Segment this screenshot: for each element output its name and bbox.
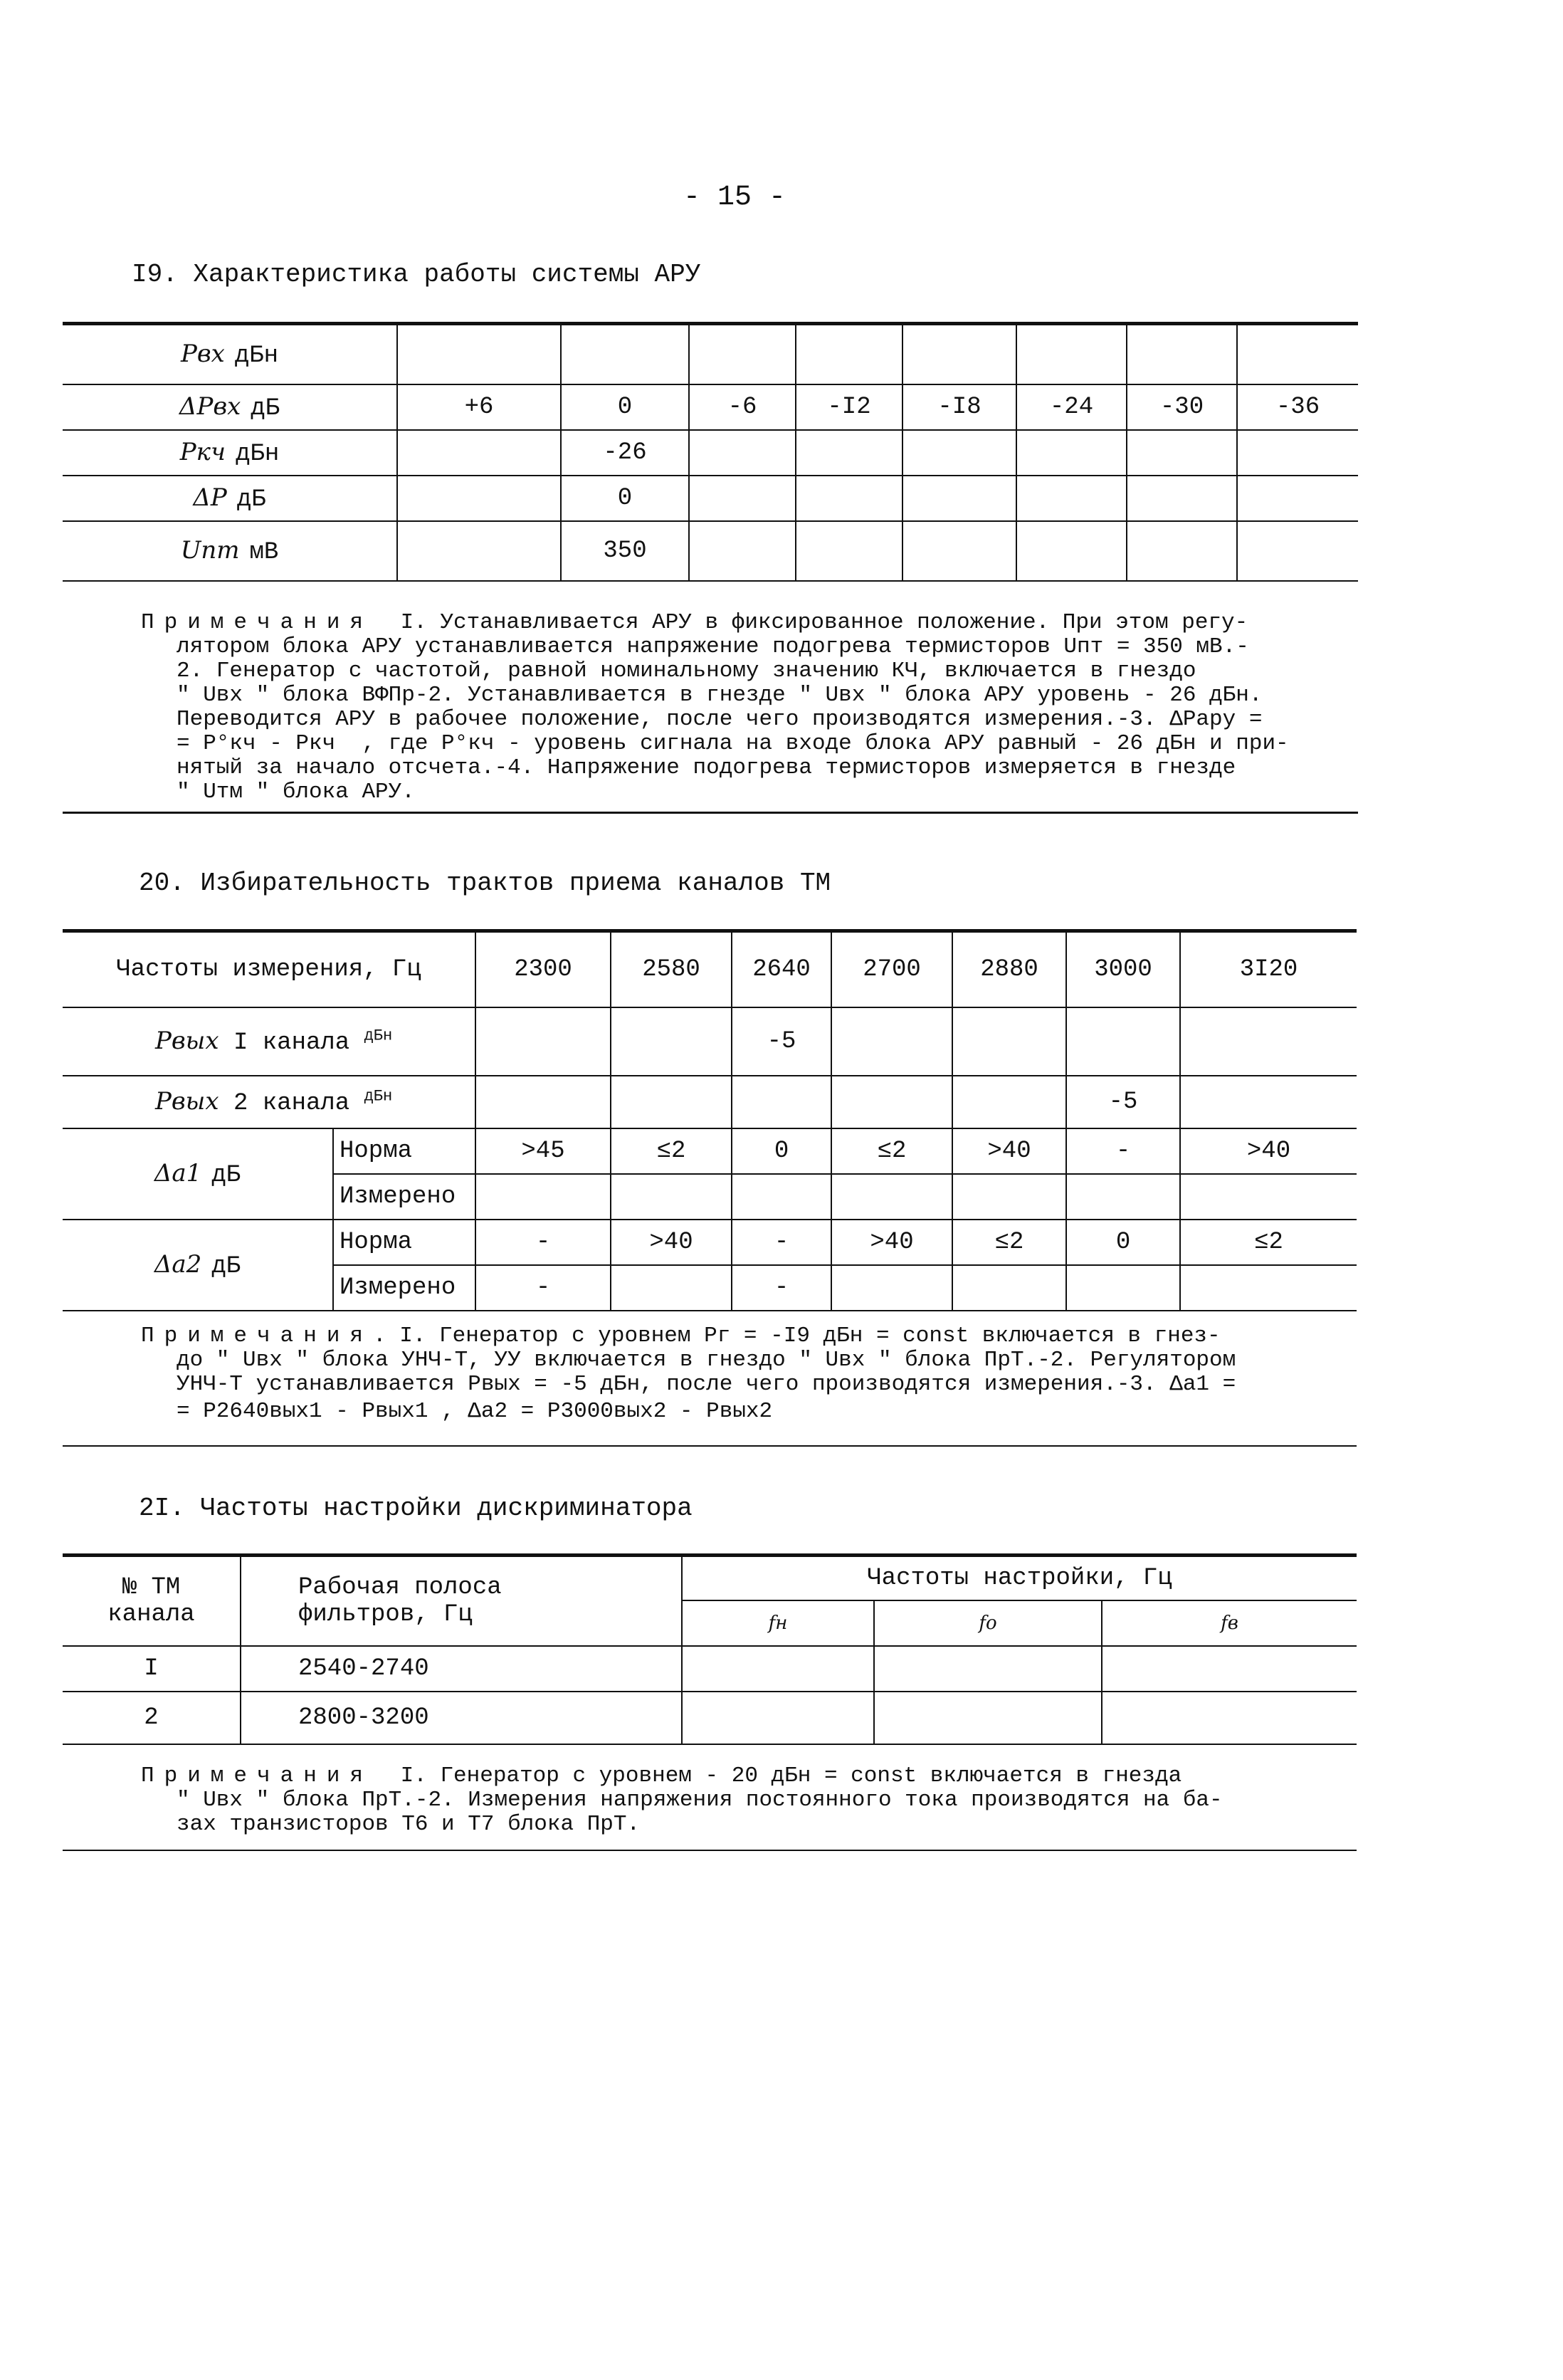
notes-label: Примечания [141, 610, 374, 635]
cell [1127, 430, 1237, 476]
cell: -36 [1237, 384, 1358, 430]
cell [1237, 325, 1358, 384]
cell: - [732, 1220, 831, 1265]
header-fo: fо [874, 1600, 1102, 1646]
note-line: нятый за начало отсчета.-4. Напряжение подогрева термисторов измеряется в гнезде [177, 755, 1236, 780]
header-freq: 3I20 [1180, 932, 1357, 1007]
table-row [63, 384, 1358, 430]
section-21-title: 2I. Частоты настройки дискриминатора [139, 1494, 693, 1523]
notes-label: Примечания [141, 1763, 374, 1788]
cell [1237, 521, 1358, 581]
cell [475, 1007, 611, 1076]
cell: -5 [1066, 1076, 1180, 1128]
table-row [63, 1128, 1357, 1174]
cell: -5 [732, 1007, 831, 1076]
cell-band: 2800-3200 [241, 1692, 682, 1744]
table-21-discriminator [63, 1556, 1357, 1745]
cell-channel: 2 [63, 1692, 241, 1744]
table-row [63, 1007, 1357, 1076]
cell: 0 [1066, 1220, 1180, 1265]
cell: ≤2 [1180, 1220, 1357, 1265]
row-label-delta-pvx: ΔPвх дБ [63, 384, 397, 430]
cell: +6 [397, 384, 561, 430]
row-label-upt: Uпт мВ [63, 521, 397, 581]
cell [1180, 1265, 1357, 1311]
cell: ≤2 [952, 1220, 1066, 1265]
cell [831, 1174, 952, 1220]
notes-21 [141, 1764, 1182, 1788]
cell [1127, 521, 1237, 581]
cell [831, 1265, 952, 1311]
cell: -I2 [796, 384, 902, 430]
cell [796, 521, 902, 581]
cell [952, 1076, 1066, 1128]
cell: -30 [1127, 384, 1237, 430]
note-line: Переводится АРУ в рабочее положение, после чего производятся измерения.-3. ΔPару = [177, 707, 1263, 732]
cell: 0 [561, 384, 689, 430]
cell: >40 [831, 1220, 952, 1265]
cell [689, 476, 796, 521]
cell [732, 1076, 831, 1128]
cell: >40 [611, 1220, 732, 1265]
cell: >40 [952, 1128, 1066, 1174]
header-freq: 2300 [475, 932, 611, 1007]
table-row [63, 1220, 1357, 1265]
cell [1016, 521, 1127, 581]
row-label-delta-a1: Δa1 дБ [63, 1128, 333, 1220]
section-19-bottom-rule [63, 812, 1358, 814]
cell-fo [874, 1692, 1102, 1744]
cell [611, 1265, 732, 1311]
cell: >45 [475, 1128, 611, 1174]
cell [1066, 1265, 1180, 1311]
cell [611, 1007, 732, 1076]
cell: - [732, 1265, 831, 1311]
section-20-title: 20. Избирательность трактов приема каналов ТМ [139, 869, 831, 898]
page-number: - 15 - [683, 182, 786, 214]
row-label-pvyx1: Pвых I канала $^{дБн}$ [63, 1007, 475, 1076]
cell [1180, 1007, 1357, 1076]
cell: 0 [561, 476, 689, 521]
cell: ≤2 [611, 1128, 732, 1174]
cell-channel: I [63, 1646, 241, 1692]
cell: -6 [689, 384, 796, 430]
cell-fo [874, 1646, 1102, 1692]
section-20-bottom-rule [63, 1445, 1357, 1447]
table-header-row [63, 932, 1357, 1007]
cell [796, 430, 902, 476]
cell: - [475, 1220, 611, 1265]
table-row [63, 521, 1358, 581]
cell [1016, 325, 1127, 384]
cell: >40 [1180, 1128, 1357, 1174]
cell [611, 1076, 732, 1128]
row-label-pvyx2: Pвых 2 канала $^{дБн}$ [63, 1076, 475, 1128]
cell: -I8 [902, 384, 1016, 430]
cell [1016, 430, 1127, 476]
note-line: " Uтм " блока АРУ. [177, 780, 415, 804]
table-row [63, 476, 1358, 521]
note-line: УНЧ-Т устанавливается Pвых = -5 дБн, после чего производятся измерения.-3. Δa1 = [177, 1372, 1236, 1397]
cell [561, 325, 689, 384]
cell [1237, 476, 1358, 521]
note-line: " Uвх " блока ПрТ.-2. Измерения напряжения постоянного тока производятся на ба- [177, 1788, 1223, 1813]
cell [1180, 1174, 1357, 1220]
cell [952, 1007, 1066, 1076]
notes-19 [141, 611, 1248, 635]
header-freq: 2580 [611, 932, 732, 1007]
cell-fv [1102, 1646, 1357, 1692]
table-19-aru [63, 324, 1358, 582]
header-freq: 2700 [831, 932, 952, 1007]
header-channel: № ТМ канала [63, 1556, 241, 1646]
cell: - [475, 1265, 611, 1311]
cell [732, 1174, 831, 1220]
cell [952, 1174, 1066, 1220]
cell [1066, 1174, 1180, 1220]
row-label-pkch: Pкч дБн [63, 430, 397, 476]
norm-label: Норма [333, 1220, 475, 1265]
cell [831, 1076, 952, 1128]
cell [952, 1265, 1066, 1311]
cell [902, 430, 1016, 476]
cell-fn [682, 1692, 874, 1744]
note-line: . I. Генератор с уровнем Pг = -I9 дБн = const включается в гнез- [373, 1323, 1221, 1348]
header-fn: fн [682, 1600, 874, 1646]
cell [1237, 430, 1358, 476]
note-line: лятором блока АРУ устанавливается напряжение подогрева термисторов Uпт = 350 мВ.- [177, 634, 1249, 659]
measured-label: Измерено [333, 1265, 475, 1311]
header-band: Рабочая полоса фильтров, Гц [241, 1556, 682, 1646]
header-freq: 2880 [952, 932, 1066, 1007]
notes-label: Примечания [141, 1323, 374, 1348]
cell [475, 1174, 611, 1220]
cell [796, 325, 902, 384]
cell: -26 [561, 430, 689, 476]
cell [1016, 476, 1127, 521]
cell [689, 430, 796, 476]
note-line: = P°кч - Pкч , где P°кч - уровень сигнала на входе блока АРУ равный - 26 дБн и при- [177, 731, 1289, 756]
header-freq: 3000 [1066, 932, 1180, 1007]
cell-fv [1102, 1692, 1357, 1744]
cell [902, 325, 1016, 384]
cell [611, 1174, 732, 1220]
table-row [63, 1692, 1357, 1744]
cell [796, 476, 902, 521]
cell [1180, 1076, 1357, 1128]
cell: - [1066, 1128, 1180, 1174]
norm-label: Норма [333, 1128, 475, 1174]
cell: 350 [561, 521, 689, 581]
cell: -24 [1016, 384, 1127, 430]
cell [1127, 476, 1237, 521]
cell [1066, 1007, 1180, 1076]
row-label-delta-p: ΔP дБ [63, 476, 397, 521]
cell [902, 476, 1016, 521]
row-label-pvx: Pвх дБн [63, 325, 397, 384]
cell [1127, 325, 1237, 384]
header-fv: fв [1102, 1600, 1357, 1646]
table-row [63, 1076, 1357, 1128]
cell [689, 325, 796, 384]
table-row [63, 325, 1358, 384]
note-line: " Uвх " блока ВФПр-2. Устанавливается в гнезде " Uвх " блока АРУ уровень - 26 дБн. [177, 683, 1263, 708]
table-row [63, 430, 1358, 476]
note-line: I. Устанавливается АРУ в фиксированное положение. При этом регу- [400, 610, 1248, 635]
cell [397, 521, 561, 581]
note-line: до " Uвх " блока УНЧ-Т, УУ включается в гнездо " Uвх " блока ПрТ.-2. Регулятором [177, 1348, 1236, 1373]
note-line: зах транзисторов Т6 и Т7 блока ПрТ. [177, 1812, 641, 1837]
cell [397, 430, 561, 476]
header-freqs: Частоты настройки, Гц [682, 1556, 1357, 1600]
cell [902, 521, 1016, 581]
note-line: 2. Генератор с частотой, равной номинальному значению КЧ, включается в гнездо [177, 659, 1196, 683]
header-freq: 2640 [732, 932, 831, 1007]
table-row [63, 1646, 1357, 1692]
cell [831, 1007, 952, 1076]
cell [397, 476, 561, 521]
cell [475, 1076, 611, 1128]
table-header-row [63, 1556, 1357, 1600]
section-21-bottom-rule [63, 1850, 1357, 1851]
cell: 0 [732, 1128, 831, 1174]
note-line: = P2640вых1 - Pвых1 , Δa2 = P3000вых2 - Pвых2 [177, 1399, 773, 1424]
section-19-title: I9. Характеристика работы системы АРУ [132, 260, 701, 289]
row-label-delta-a2: Δa2 дБ [63, 1220, 333, 1311]
measured-label: Измерено [333, 1174, 475, 1220]
cell-fn [682, 1646, 874, 1692]
cell [689, 521, 796, 581]
notes-20 [141, 1324, 1221, 1348]
note-line: I. Генератор с уровнем - 20 дБн = const включается в гнезда [400, 1763, 1182, 1788]
cell-band: 2540-2740 [241, 1646, 682, 1692]
table-20-selectivity [63, 931, 1357, 1311]
cell [397, 325, 561, 384]
header-frequencies-label: Частоты измерения, Гц [63, 932, 475, 1007]
cell: ≤2 [831, 1128, 952, 1174]
